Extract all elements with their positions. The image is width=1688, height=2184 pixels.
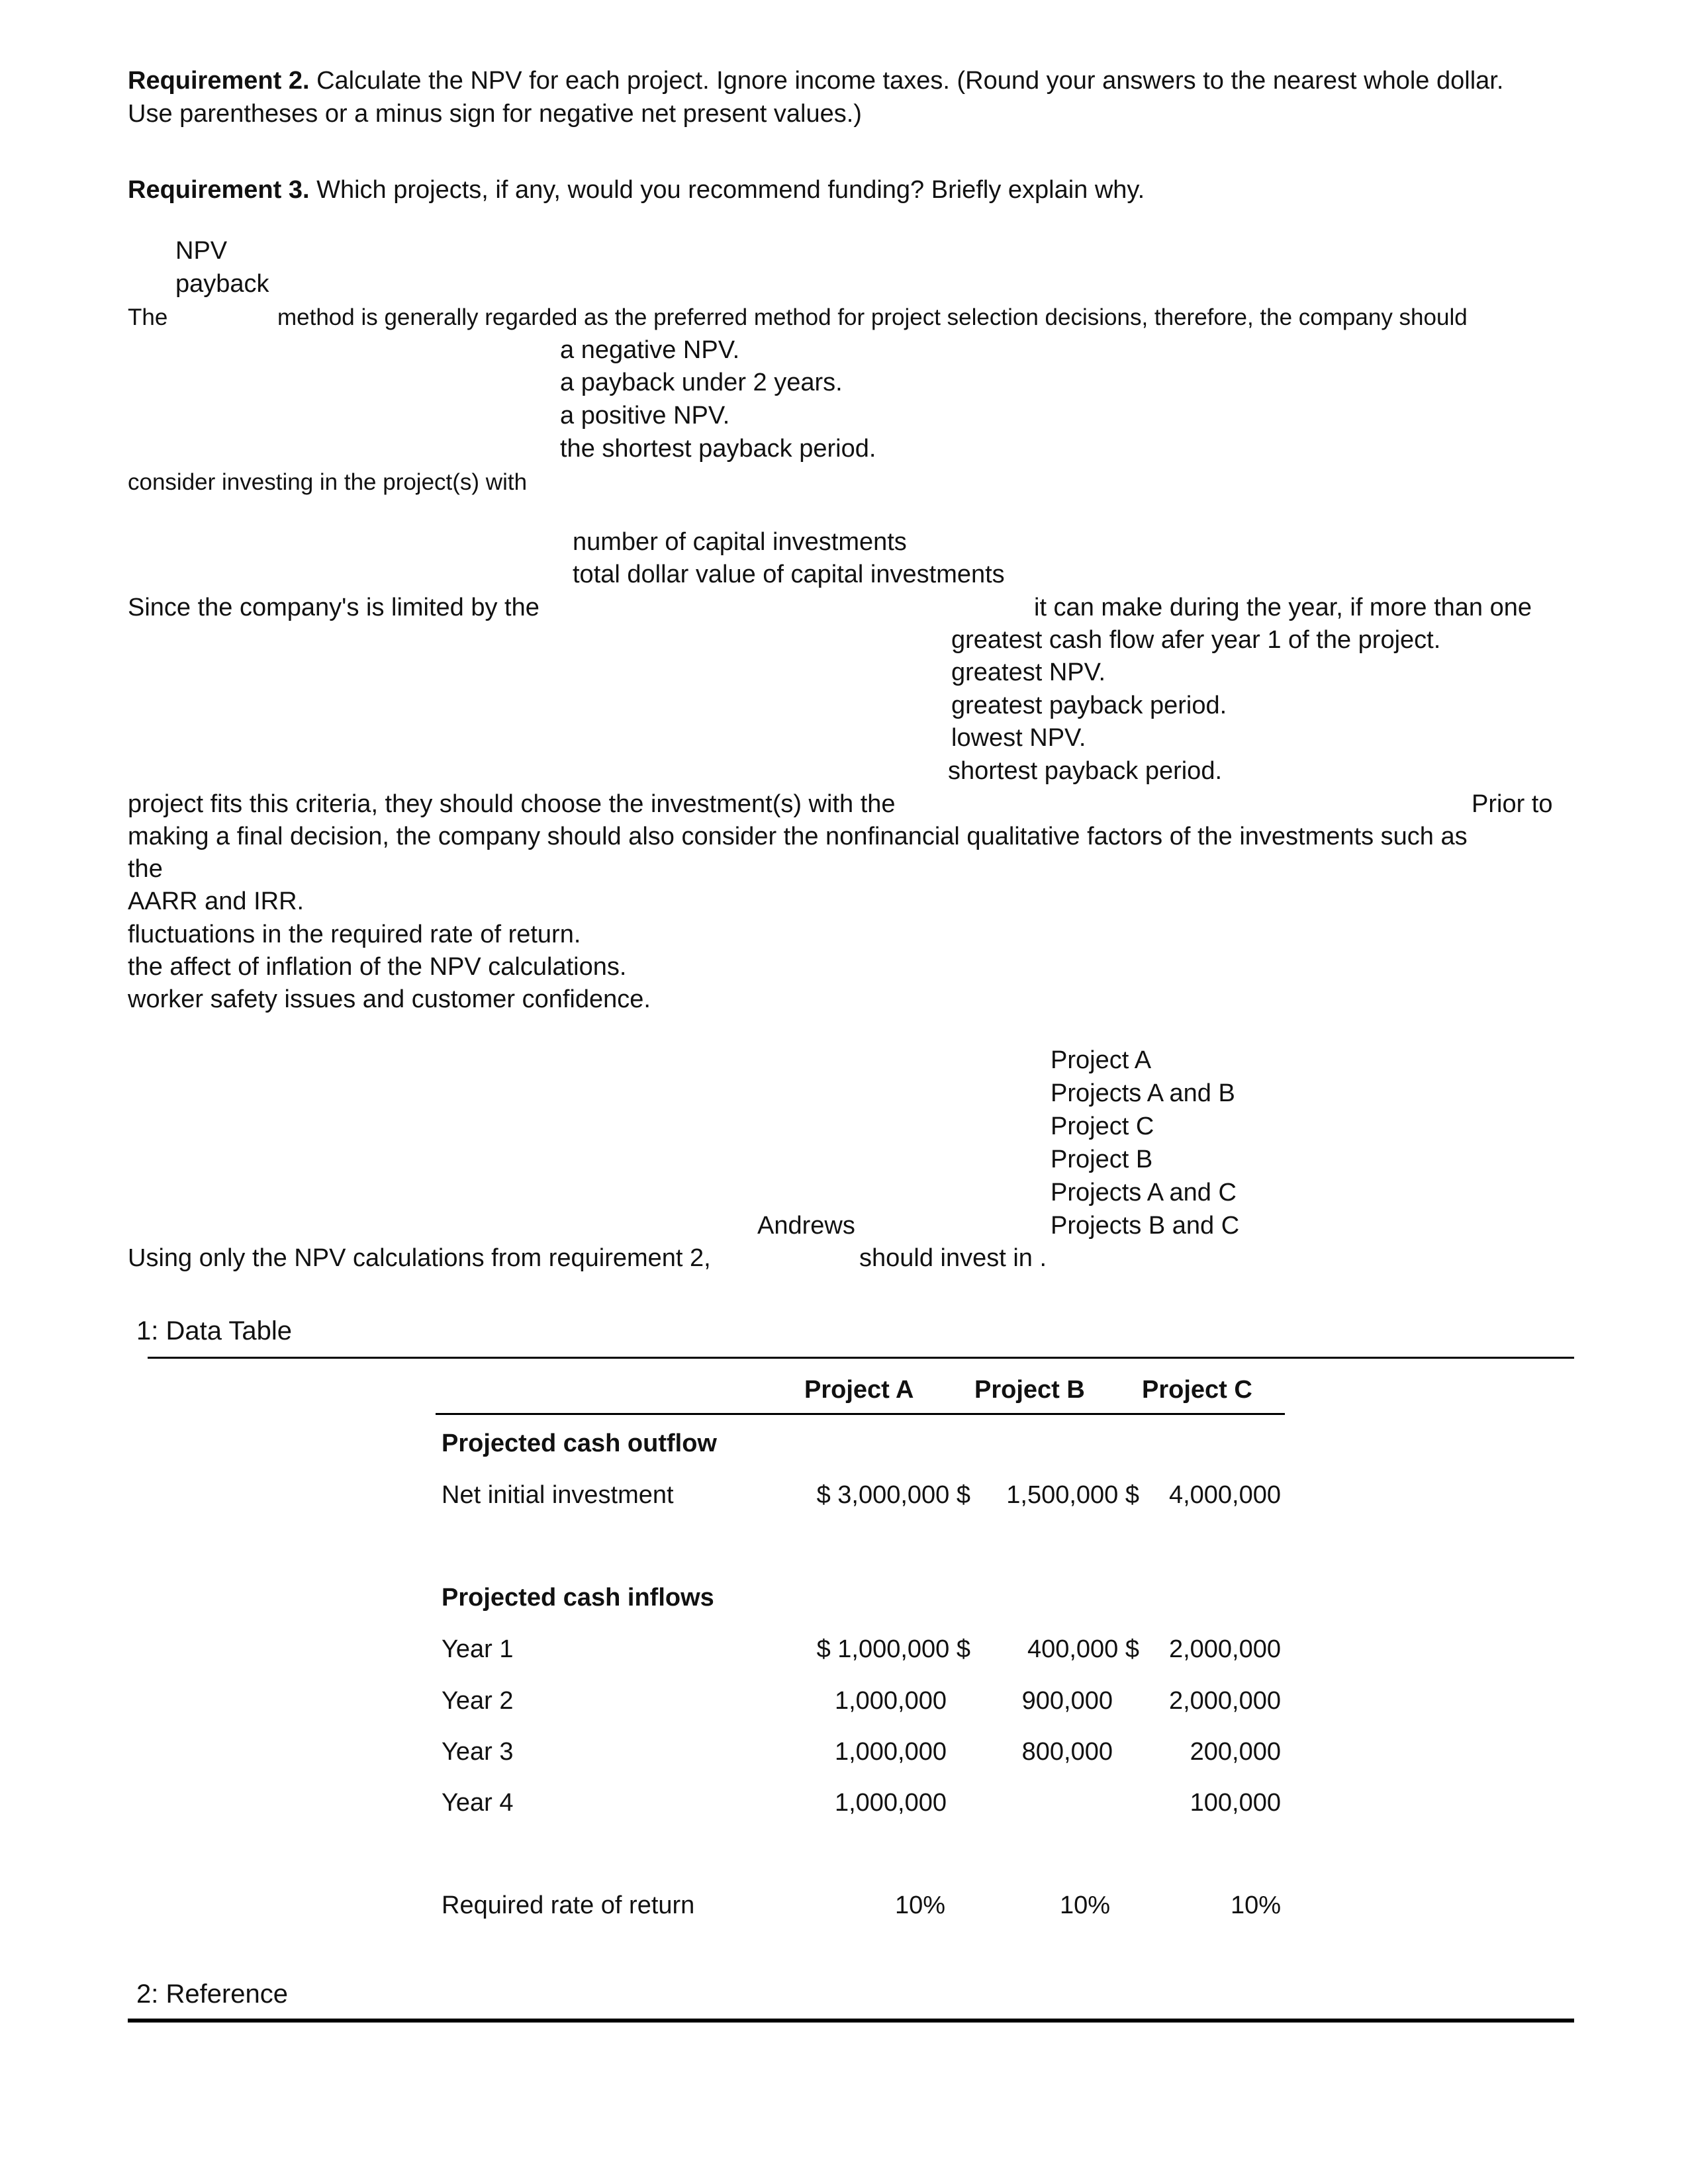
invest-option-project-a[interactable]: Project A xyxy=(1051,1046,1152,1074)
requirement-3-text: Which projects, if any, would you recommend funding? Briefly explain why. xyxy=(316,176,1145,204)
year-2-project-b: 900,000 xyxy=(1021,1687,1113,1715)
sentence-it-can-make: it can make during the year, if more than one xyxy=(1034,594,1532,621)
column-header-project-a: Project A xyxy=(804,1376,914,1404)
criteria-option-positive-npv[interactable]: a positive NPV. xyxy=(560,402,730,430)
year-1-project-c: 2,000,000 xyxy=(1168,1635,1281,1663)
requirement-3-label: Requirement 3. xyxy=(128,176,310,204)
year-3-project-c: 200,000 xyxy=(1190,1738,1281,1766)
year-2-project-c: 2,000,000 xyxy=(1168,1687,1281,1715)
choose-option-greatest-npv[interactable]: greatest NPV. xyxy=(951,659,1106,686)
inflow-heading: Projected cash inflows xyxy=(442,1584,714,1612)
choose-option-lowest-npv[interactable]: lowest NPV. xyxy=(951,724,1086,752)
invest-option-projects-a-c[interactable]: Projects A and C xyxy=(1051,1179,1237,1206)
net-initial-project-a: $ 3,000,000 $ xyxy=(816,1481,970,1509)
reference-heading[interactable]: 2: Reference xyxy=(136,1979,289,2009)
choose-option-shortest-payback[interactable]: shortest payback period. xyxy=(948,757,1223,785)
sentence-prior-to: Prior to xyxy=(1472,790,1553,818)
sentence-the: The xyxy=(128,304,168,330)
invest-option-project-b[interactable]: Project B xyxy=(1051,1146,1153,1173)
outflow-heading: Projected cash outflow xyxy=(442,1430,717,1457)
rate-project-a: 10% xyxy=(894,1891,945,1919)
requirement-2-line-2: Use parentheses or a minus sign for negative net present values.) xyxy=(128,100,862,128)
factor-option-worker-safety[interactable]: worker safety issues and customer confidence. xyxy=(128,985,651,1013)
factor-option-inflation[interactable]: the affect of inflation of the NPV calculations. xyxy=(128,953,627,981)
rate-project-c: 10% xyxy=(1230,1891,1281,1919)
invest-option-projects-a-b[interactable]: Projects A and B xyxy=(1051,1079,1235,1107)
invest-option-projects-b-c[interactable]: Projects B and C xyxy=(1051,1212,1240,1240)
year-1-project-a: $ 1,000,000 $ xyxy=(816,1635,970,1663)
method-option-payback[interactable]: payback xyxy=(175,270,269,298)
sentence-should-invest: should invest in . xyxy=(859,1244,1047,1272)
criteria-option-shortest-payback[interactable]: the shortest payback period. xyxy=(560,435,876,463)
column-header-project-c: Project C xyxy=(1142,1376,1252,1404)
net-initial-label: Net initial investment xyxy=(442,1481,674,1509)
sentence-method-text: method is generally regarded as the preferred method for project selection decisions, therefore, the company should xyxy=(277,304,1468,330)
column-header-rule xyxy=(436,1413,1285,1415)
year-2-label: Year 2 xyxy=(442,1687,514,1715)
net-initial-project-b: 1,500,000 $ xyxy=(1006,1481,1139,1509)
limit-option-number[interactable]: number of capital investments xyxy=(573,528,907,556)
requirement-2-label: Requirement 2. xyxy=(128,67,310,95)
requirement-2-line-1 xyxy=(128,68,1503,93)
year-4-label: Year 4 xyxy=(442,1789,514,1817)
year-3-project-b: 800,000 xyxy=(1021,1738,1113,1766)
reference-rule xyxy=(128,2019,1574,2023)
data-table-heading[interactable]: 1: Data Table xyxy=(136,1316,292,1345)
requirement-2-text: Calculate the NPV for each project. Ignore income taxes. (Round your answers to the nearest whole dollar. xyxy=(316,67,1504,95)
year-3-project-a: 1,000,000 xyxy=(834,1738,947,1766)
year-4-project-a: 1,000,000 xyxy=(834,1789,947,1817)
net-initial-project-c: 4,000,000 xyxy=(1168,1481,1281,1509)
sentence-since: Since the company's is limited by the xyxy=(128,594,539,621)
factor-option-fluctuations[interactable]: fluctuations in the required rate of return. xyxy=(128,921,581,948)
choose-option-greatest-cash-flow[interactable]: greatest cash flow afer year 1 of the project. xyxy=(951,626,1441,654)
choose-option-greatest-payback[interactable]: greatest payback period. xyxy=(951,692,1227,719)
sentence-using-npv: Using only the NPV calculations from requirement 2, xyxy=(128,1244,711,1272)
method-option-npv[interactable]: NPV xyxy=(175,237,228,265)
limit-option-total-dollar[interactable]: total dollar value of capital investments xyxy=(573,561,1005,588)
factor-option-aarr-irr[interactable]: AARR and IRR. xyxy=(128,887,305,915)
year-2-project-a: 1,000,000 xyxy=(834,1687,947,1715)
sentence-project-fits: project fits this criteria, they should choose the investment(s) with the xyxy=(128,790,896,818)
year-1-label: Year 1 xyxy=(442,1635,514,1663)
column-header-project-b: Project B xyxy=(974,1376,1085,1404)
sentence-the-2: the xyxy=(128,855,163,883)
requirement-3-line xyxy=(128,177,1145,203)
invest-option-project-c[interactable]: Project C xyxy=(1051,1113,1154,1140)
sentence-consider: consider investing in the project(s) with xyxy=(128,469,528,495)
rate-label: Required rate of return xyxy=(442,1891,695,1919)
sentence-making-decision: making a final decision, the company should also consider the nonfinancial qualitative factors of the investments such as xyxy=(128,823,1468,850)
company-name: Andrews xyxy=(757,1212,855,1240)
criteria-option-payback-under-2[interactable]: a payback under 2 years. xyxy=(560,369,843,396)
rate-project-b: 10% xyxy=(1059,1891,1110,1919)
criteria-option-negative-npv[interactable]: a negative NPV. xyxy=(560,336,740,364)
year-4-project-c: 100,000 xyxy=(1190,1789,1281,1817)
year-3-label: Year 3 xyxy=(442,1738,514,1766)
year-1-project-b: 400,000 $ xyxy=(1027,1635,1139,1663)
data-table-rule xyxy=(148,1357,1574,1359)
